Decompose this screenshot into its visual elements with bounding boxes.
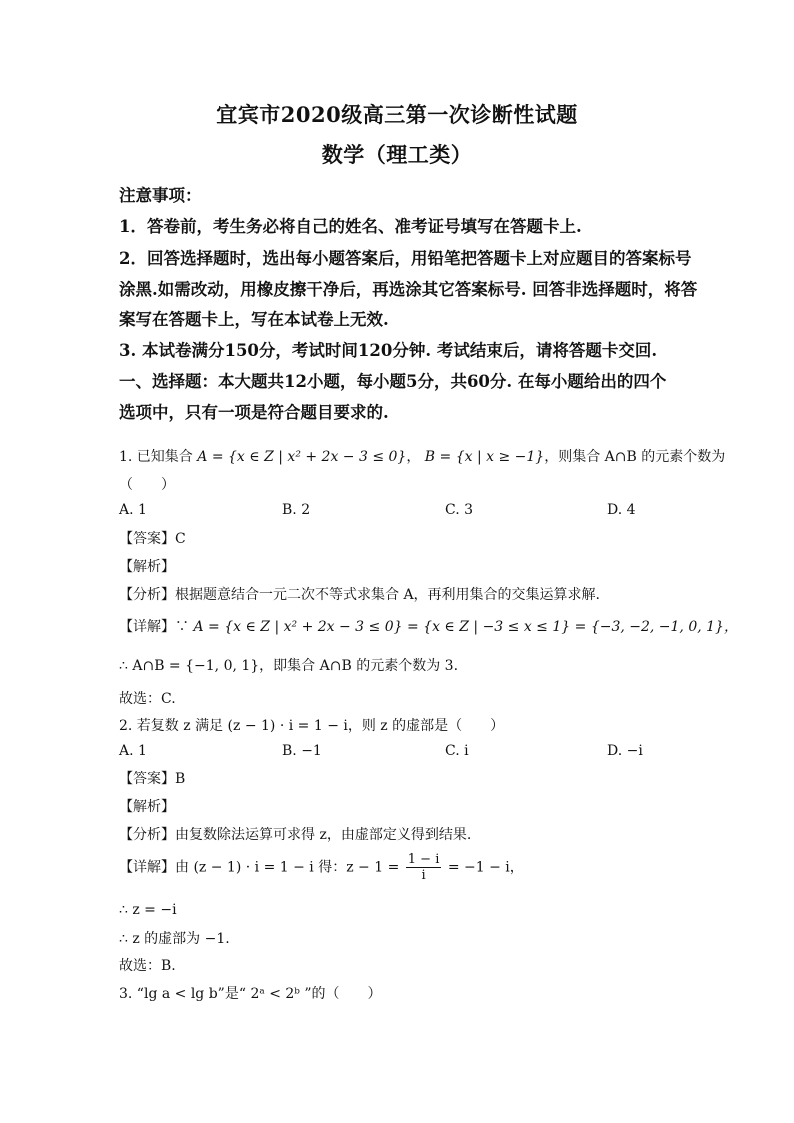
q1-option-c: C. 3 bbox=[445, 502, 474, 518]
q1-set-a: A = {x ∈ Z | x² + 2x − 3 ≤ 0} bbox=[197, 449, 407, 465]
q2-option-d: D. −i bbox=[607, 743, 643, 759]
q1-analysis-label: 【解析】 bbox=[119, 559, 175, 575]
q2-fraction bbox=[406, 852, 442, 883]
q1-choose: 故选：C. bbox=[119, 691, 176, 707]
q1-therefore: ∴ A∩B = {−1, 0, 1}，即集合 A∩B 的元素个数为 3. bbox=[119, 658, 459, 674]
q2-option-a: A. 1 bbox=[119, 743, 147, 759]
q2-step-2: ∴ z 的虚部为 −1. bbox=[119, 931, 230, 947]
q1-option-d: D. 4 bbox=[607, 502, 636, 518]
notice-heading: 注意事项： bbox=[119, 186, 202, 205]
q1-separator: ， bbox=[406, 449, 421, 465]
q2-choose: 故选：B. bbox=[119, 958, 176, 974]
q1-detail-math: A = {x ∈ Z | x² + 2x − 3 ≤ 0} = {x ∈ Z | −3 ≤ x ≤ 1} = {−3, −2, −1, 0, 1}， bbox=[193, 619, 738, 635]
q2-detail bbox=[119, 852, 524, 883]
q3-stem: 3. “lg a < lg b”是“ 2ᵃ < 2ᵇ ”的（ ） bbox=[119, 986, 382, 1002]
notice-item-1: 1．答卷前，考生务必将自己的姓名、准考证号填写在答题卡上. bbox=[119, 217, 582, 236]
q1-detail bbox=[119, 616, 738, 636]
q1-stem bbox=[119, 446, 725, 466]
notice-item-2a: 2．回答选择题时，选出每小题答案后，用铅笔把答题卡上对应题目的答案标号 bbox=[119, 249, 692, 268]
q2-step-1: ∴ z = −i bbox=[119, 902, 177, 918]
q2-detail-prefix: 【详解】由 (z − 1) · i = 1 − i 得：z − 1 = bbox=[119, 859, 400, 876]
exam-title: 宜宾市2020级高三第一次诊断性试题 bbox=[216, 102, 578, 127]
section-heading-1: 一、选择题：本大题共12小题，每小题5分，共60分. 在每小题给出的四个 bbox=[119, 372, 667, 391]
q2-detail-suffix: = −1 − i， bbox=[447, 859, 524, 876]
q1-suffix: ，则集合 A∩B 的元素个数为 bbox=[544, 449, 726, 465]
q1-detail-label: 【详解】∵ bbox=[119, 619, 189, 635]
notice-item-2c: 案写在答题卡上，写在本试卷上无效. bbox=[119, 310, 389, 329]
q2-option-c: C. i bbox=[445, 743, 469, 759]
q1-option-b: B. 2 bbox=[282, 502, 311, 518]
q2-fraction-denominator: i bbox=[421, 868, 426, 883]
q1-prefix: 1. 已知集合 bbox=[119, 449, 193, 465]
q1-fenxi: 【分析】根据题意结合一元二次不等式求集合 A，再利用集合的交集运算求解. bbox=[119, 587, 601, 603]
q2-option-b: B. −1 bbox=[282, 743, 322, 759]
notice-item-3: 3. 本试卷满分150分，考试时间120分钟. 考试结束后，请将答题卡交回. bbox=[119, 341, 658, 360]
q1-answer: 【答案】C bbox=[119, 531, 186, 547]
q1-set-b: B = {x | x ≥ −1} bbox=[424, 449, 545, 465]
notice-item-2b: 涂黑.如需改动，用橡皮擦干净后，再选涂其它答案标号. 回答非选择题时，将答 bbox=[119, 280, 698, 299]
q1-paren: （ ） bbox=[119, 477, 175, 493]
q1-option-a: A. 1 bbox=[119, 502, 147, 518]
q2-fraction-numerator: 1 − i bbox=[407, 852, 440, 867]
section-heading-2: 选项中，只有一项是符合题目要求的. bbox=[119, 403, 389, 422]
q2-stem: 2. 若复数 z 满足 (z − 1) · i = 1 − i，则 z 的虚部是（ ） bbox=[119, 718, 505, 734]
exam-subtitle: 数学（理工类） bbox=[321, 142, 473, 167]
q2-answer: 【答案】B bbox=[119, 771, 186, 787]
q2-analysis-label: 【解析】 bbox=[119, 799, 175, 815]
q2-fenxi: 【分析】由复数除法运算可求得 z，由虚部定义得到结果. bbox=[119, 827, 472, 843]
